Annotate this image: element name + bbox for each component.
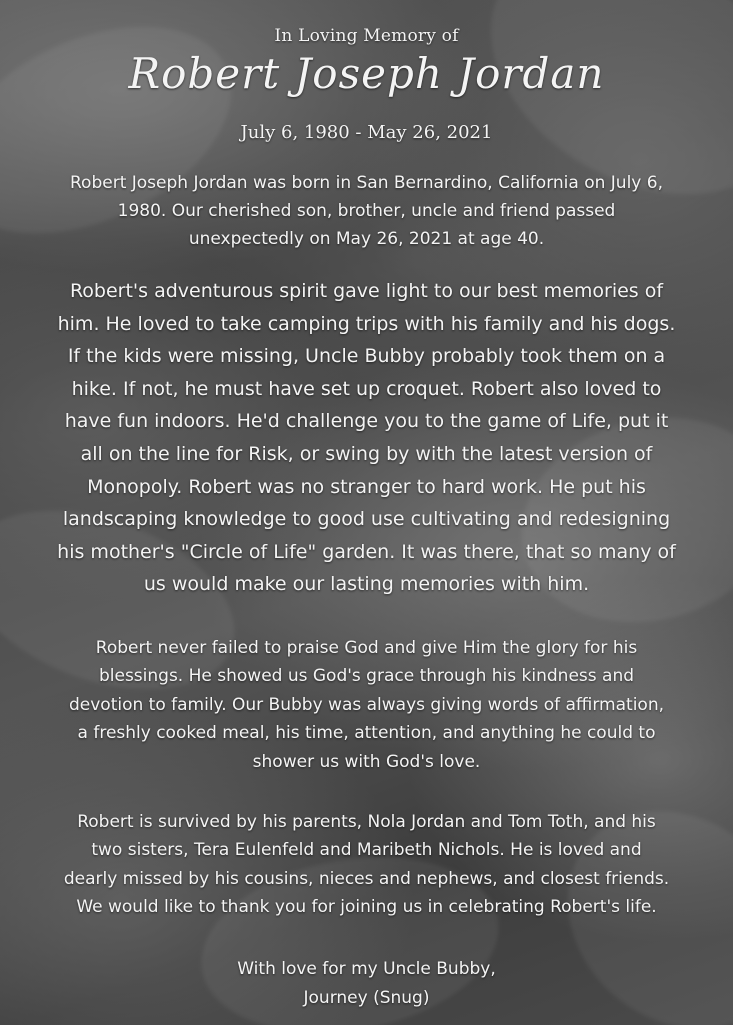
text-line: Robert is survived by his parents, Nola Jordan and Tom Toth, and his bbox=[77, 812, 656, 832]
intro-heading: In Loving Memory of bbox=[274, 26, 459, 46]
text-line: all on the line for Risk, or swing by with the latest version of bbox=[80, 442, 653, 465]
text-line: hike. If not, he must have set up croquet. Robert also loved to bbox=[71, 377, 662, 400]
text-line: Robert never failed to praise God and give Him the glory for his bbox=[95, 638, 638, 658]
text-line: unexpectedly on May 26, 2021 at age 40. bbox=[188, 229, 545, 249]
text-line: blessings. He showed us God's grace through his kindness and bbox=[98, 666, 635, 687]
text-line: us would make our lasting memories with him. bbox=[143, 573, 590, 596]
text-line: him. He loved to take camping trips with his family and his dogs. bbox=[57, 312, 676, 335]
closing-signature bbox=[0, 955, 733, 1013]
text-line: devotion to family. Our Bubby was always giving words of affirmation, bbox=[69, 694, 664, 715]
life-dates: July 6, 1980 - May 26, 2021 bbox=[240, 122, 493, 143]
text-line: 1980. Our cherished son, brother, uncle and friend passed bbox=[117, 201, 616, 221]
text-line: Monopoly. Robert was no stranger to hard work. He put his bbox=[87, 475, 646, 498]
text-line: two sisters, Tera Eulenfeld and Maribeth Nichols. He is loved and bbox=[91, 840, 642, 861]
text-line: shower us with God's love. bbox=[252, 751, 481, 772]
text-line: Robert Joseph Jordan was born in San Bernardino, California on July 6, bbox=[70, 173, 663, 193]
obituary-paragraph-1 bbox=[0, 169, 733, 253]
closing-line: With love for my Uncle Bubby, bbox=[237, 959, 496, 979]
text-line: landscaping knowledge to good use cultivating and redesigning bbox=[62, 508, 671, 531]
text-line: a freshly cooked meal, his time, attention, and anything he could to bbox=[77, 723, 656, 744]
text-line: his mother's "Circle of Life" garden. It was there, that so many of bbox=[57, 540, 676, 563]
obituary-paragraph-3 bbox=[0, 634, 733, 776]
obituary-paragraph-2 bbox=[0, 275, 733, 601]
obituary-paragraph-4 bbox=[0, 808, 733, 922]
signature-line: Journey (Snug) bbox=[303, 988, 430, 1008]
text-line: dearly missed by his cousins, nieces and nephews, and closest friends. bbox=[63, 868, 670, 889]
text-line: Robert's adventurous spirit gave light to our best memories of bbox=[69, 280, 664, 302]
text-line: have fun indoors. He'd challenge you to the game of Life, put it bbox=[64, 410, 669, 433]
text-line: We would like to thank you for joining us in celebrating Robert's life. bbox=[76, 897, 657, 918]
text-line: If the kids were missing, Uncle Bubby probably took them on a bbox=[67, 345, 666, 368]
deceased-name: Robert Joseph Jordan bbox=[128, 49, 605, 98]
